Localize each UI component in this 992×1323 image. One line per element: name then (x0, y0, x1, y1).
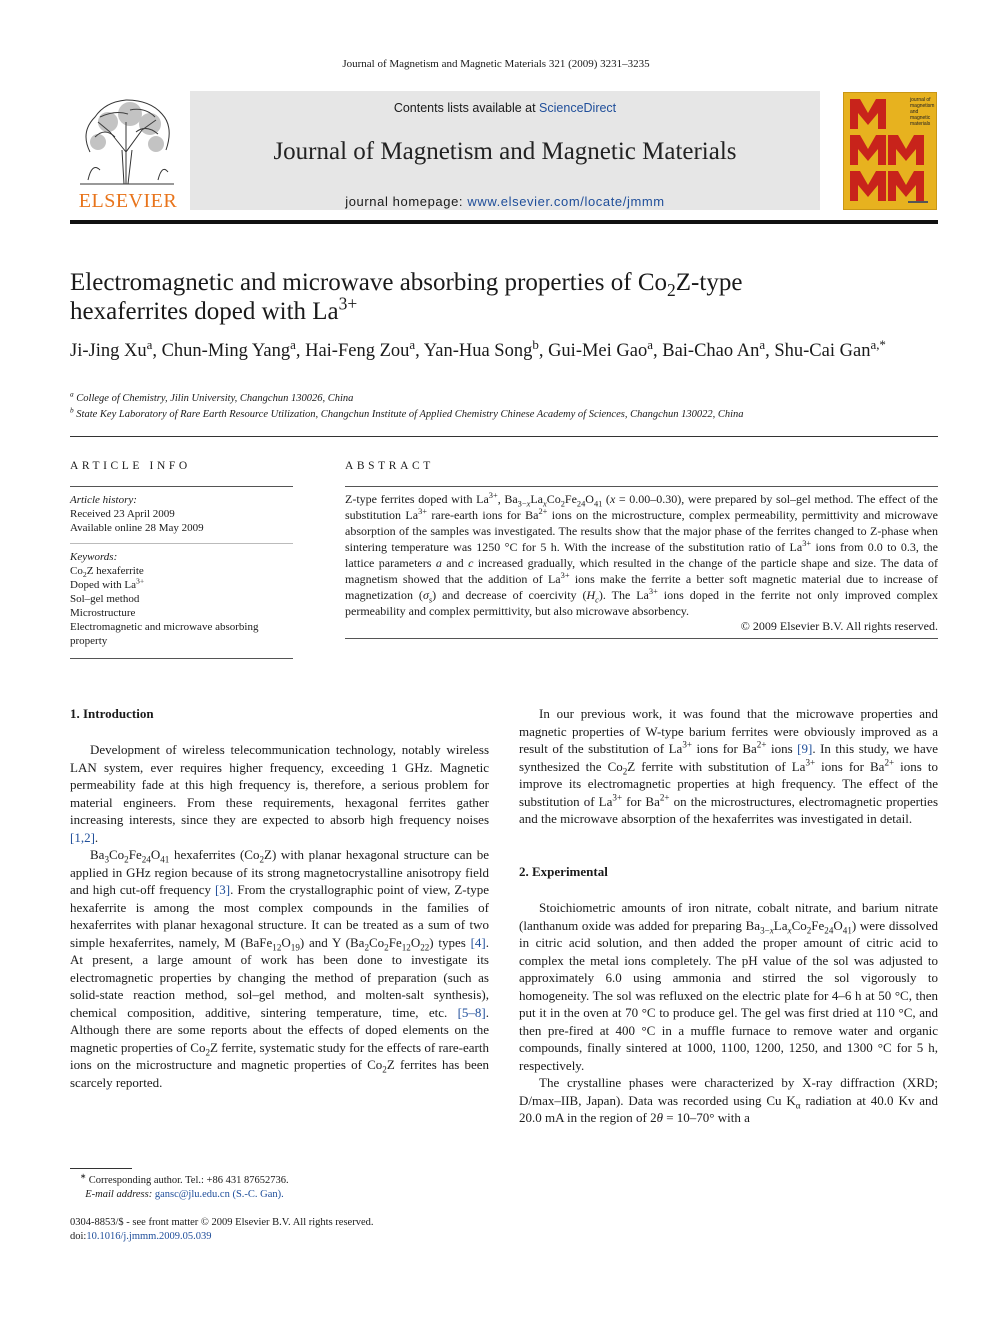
author-name[interactable]: Chun-Ming Yang (161, 341, 291, 361)
keywords-label: Keywords: (70, 551, 118, 563)
keyword: $Co_2Z$ hexaferrite (70, 565, 144, 580)
introduction-body (70, 741, 489, 1091)
affiliation-text: College of Chemistry, Jilin University, Changchun 130026, China (76, 393, 354, 404)
author-name[interactable]: Hai-Feng Zou (305, 341, 410, 361)
running-head: Journal of Magnetism and Magnetic Materials 321 (2009) 3231–3235 (342, 58, 650, 70)
author-affiliation: a (647, 336, 653, 352)
author-name[interactable]: Ji-Jing Xu (70, 341, 147, 361)
elsevier-tree-icon (70, 92, 186, 188)
article-title (70, 268, 830, 326)
footnote-issn (70, 1216, 490, 1244)
elsevier-logo (70, 92, 186, 210)
author-affiliation: a (759, 336, 766, 352)
section-heading-experimental: 2. Experimental (519, 863, 608, 879)
header-rule (70, 220, 938, 224)
online-date: Available online 28 May 2009 (70, 522, 204, 534)
abstract (345, 460, 938, 639)
doi-prefix: doi: (70, 1231, 87, 1242)
elsevier-wordmark: ELSEVIER (78, 190, 178, 212)
cover-title (910, 97, 936, 127)
contents-prefix: Contents lists available at (393, 101, 540, 115)
homepage-line (190, 194, 820, 209)
title-part: Electromagnetic and microwave absorbing properties of Co (70, 269, 668, 296)
citation-link[interactable]: [5–8] (457, 1004, 486, 1020)
keyword: Sol–gel method (70, 593, 140, 605)
paragraph: The crystalline phases were characterized by X-ray diffraction (XRD; D/max–IIB, Japan). Data was recorded using Cu $K_\alpha$ radiation at 40.0 Kv and 20.0 mA in the region of 2θ = 10–70° with a (519, 1075, 938, 1125)
keyword: Microstructure (70, 607, 136, 619)
homepage-link[interactable]: www.elsevier.com/locate/jmmm (467, 194, 665, 209)
article-history (70, 493, 293, 535)
author-name[interactable]: Yan-Hua Song (423, 341, 533, 361)
article-info (70, 460, 293, 659)
affiliation-key: a (70, 389, 74, 399)
right-column (519, 705, 938, 1127)
paragraph: Development of wireless telecommunication technology, notably wireless LAN system, ever requires higher frequency, exceeding 1 GHz. Magnetic permeability fade at this high frequency is, therefore, a serious problem for material engineers. From these requirements, hexagonal ferrites gather increasing interests, since they are expected to absorb high frequency noises [1,2]. (70, 742, 489, 845)
contents-line (190, 101, 820, 115)
author-affiliation: a,* (870, 336, 886, 352)
title-subscript: 2 (667, 280, 676, 300)
author-affiliation: a (290, 336, 296, 352)
footnote-corresponding: ∗ Corresponding author. Tel.: +86 431 87652736. E-mail address: gansc@jlu.edu.cn (S.-C. Gan). (80, 1171, 289, 1200)
abstract-text: Z-type ferrites doped with $La^{3+}$, $Ba_{3-x}La_xCo_2Fe_{24}O_{41}$ (x = 0.00–0.30), were prepared by sol–gel method. The effect of the substitution $La^{3+}$ rare-earth ions for $Ba^{2+}$ ions on the microstructure, complex permeability, permittivity and microwave absorption of the samples was investigated. The results show that the major phase of the ferrites changed to Z-phase when sintering temperature was 1250 °C for 5 h. With the increase of the substitution ratio of $La^{3+}$ ions from 0.0 to 0.3, the lattice parameters a and c increased gradually, which resulted in the change of the particle shape and size. The data of magnetism showed that the addition of $La^{3+}$ ions make the ferrite a better soft magnetic material due to increase of magnetization $(\sigma_s)$ and decrease of coercivity $(H_c)$. The $La^{3+}$ ions doped in the ferrite not only improved complex permeability and complex permittivity, but also microwave absorbency. (345, 491, 939, 618)
section-heading-introduction: 1. Introduction (70, 706, 154, 721)
doi-link[interactable]: 10.1016/j.jmmm.2009.05.039 (86, 1231, 212, 1242)
divider (70, 543, 293, 544)
author-name[interactable]: Shu-Cai Gan (774, 341, 871, 361)
cover-text-line: and (910, 109, 919, 115)
affiliation-text: State Key Laboratory of Rare Earth Resource Utilization, Changchun Institute of Applied Chemistry Chinese Academy of Sciences, Changchun 130022, China (76, 409, 744, 420)
divider (70, 436, 938, 437)
divider (70, 486, 293, 487)
received-date: Received 23 April 2009 (70, 508, 175, 520)
email-link[interactable]: gansc@jlu.edu.cn (S.-C. Gan). (154, 1189, 284, 1200)
author-name[interactable]: Gui-Mei Gao (548, 341, 648, 361)
affiliation-key: b (70, 405, 74, 415)
author-affiliation: b (532, 336, 539, 352)
citation-link[interactable]: [4] (470, 934, 486, 950)
divider (345, 486, 938, 487)
paragraph: $Ba_3Co_2Fe_{24}O_{41}$ hexaferrites $(Co_2Z)$ with planar hexagonal structure can be applied in GHz region because of its strong magnetocrystalline anisotropy field and high cut-off frequency [3]. From the crystallographic point of view, Z-type hexaferrite is among the most complex compounds in the families of hexaferrites with planar hexagonal structure. It can be treated as a sum of two simple hexaferrites, namely, M $(BaFe_{12}O_{19})$ and Y $(Ba_2Co_2Fe_{12}O_{22})$ types [4]. At present, a large amount of work has been done to investigate its electromagnetic properties by changing the method of preparation (such as solid-state reaction method, sol–gel method, and molten-salt synthesis), chemical composition, additive, sintering temperature, time, etc. [5–8]. Although there are some reports about the effects of doped elements on the magnetic properties of $Co_2Z$ ferrite, systematic study for the effects of rare-earth ions on the microstructure and magnetic properties of $Co_2Z$ ferrites has been scarcely reported. (70, 847, 490, 1090)
copyright: © 2009 Elsevier B.V. All rights reserved. (740, 619, 938, 633)
title-superscript: 3+ (338, 293, 358, 314)
author-affiliation: a (409, 336, 416, 352)
keyword: Electromagnetic and microwave absorbing property (70, 621, 259, 647)
author-name[interactable]: Bai-Chao An (662, 341, 760, 361)
cover-text-line: journal of (910, 97, 931, 103)
author-affiliation: a (146, 336, 153, 352)
article-info-heading: ARTICLE INFO (70, 460, 191, 472)
keywords (70, 550, 293, 648)
paragraph: In our previous work, it was found that the microwave properties and magnetic properties of W-type barium ferrites were obviously improved as a result of the substitution of $La^{3+}$ ions for $Ba^{2+}$ ions [9]. In this study, we have synthesized the $Co_2Z$ ferrite with substitution of $La^{3+}$ ions for $Ba^{2+}$ ions to improve its electromagnetic properties at high frequency. The effect of the substitution of $La^{3+}$ for $Ba^{2+}$ on the microstructures, electromagnetic properties and the microwave absorption of the hexaferrites was investigated in detail. (519, 706, 938, 826)
journal-cover (843, 92, 937, 210)
corresponding-author: Corresponding author. Tel.: +86 431 87652736. (88, 1175, 289, 1186)
cover-text-line: materials (910, 121, 931, 127)
citation-link[interactable]: [3] (214, 882, 231, 897)
cover-text-line: magnetism (910, 103, 935, 109)
affiliation-a (70, 389, 354, 404)
title-part: Z-type (675, 269, 743, 296)
affiliation-b (70, 405, 744, 420)
cover-text-line: magnetic (910, 115, 931, 121)
citation-link[interactable]: [1,2] (70, 829, 95, 845)
footnote-rule (70, 1168, 132, 1169)
email-label: E-mail address: (85, 1189, 155, 1200)
sciencedirect-link[interactable]: ScienceDirect (539, 101, 617, 115)
divider (345, 638, 938, 639)
history-label: Article history: (70, 494, 137, 506)
keyword: Doped with $La^{3+}$ (70, 576, 145, 591)
author-list: Ji-Jing Xu$^a$, Chun-Ming Yang$^a$, Hai-Feng Zou$^a$, Yan-Hua Song$^b$, Gui-Mei Gao$^a$, Bai-Chao An$^a$, Shu-Cai Gan$^{a,*}$ (70, 336, 886, 361)
divider (70, 658, 293, 659)
homepage-prefix: journal homepage: (345, 194, 468, 209)
abstract-heading: ABSTRACT (345, 460, 434, 472)
journal-title: Journal of Magnetism and Magnetic Materials (273, 138, 737, 165)
citation-link[interactable]: [9] (797, 741, 813, 756)
paragraph: Stoichiometric amounts of iron nitrate, cobalt nitrate, and barium nitrate (lanthanum oxide was added for preparing $Ba_{3-x}La_xCo_2Fe_{24}O_{41}$) were dissolved in citric acid solution, and then added the proper amount of citric acid to complex the metal ions completely. The pH value of the sol was adjusted to approximately 6.0 using ammonia and stirred the sol vigorously to homogeneity. The sol was refluxed on the electric plate for 4–6 h at 50 °C, then put it in the oven at 70 °C to produce gel. The gel was first dried at 110 °C, and then pre-fired at 400 °C in a muffle furnace to remove water and organic compounds, finally sintered at 1000, 1100, 1200, 1250, and 1300 °C for 5 h, respectively. (519, 900, 938, 1073)
title-part: hexaferrites doped with La (70, 298, 339, 325)
issn-line: 0304-8853/$ - see front matter © 2009 Elsevier B.V. All rights reserved. (70, 1217, 374, 1228)
